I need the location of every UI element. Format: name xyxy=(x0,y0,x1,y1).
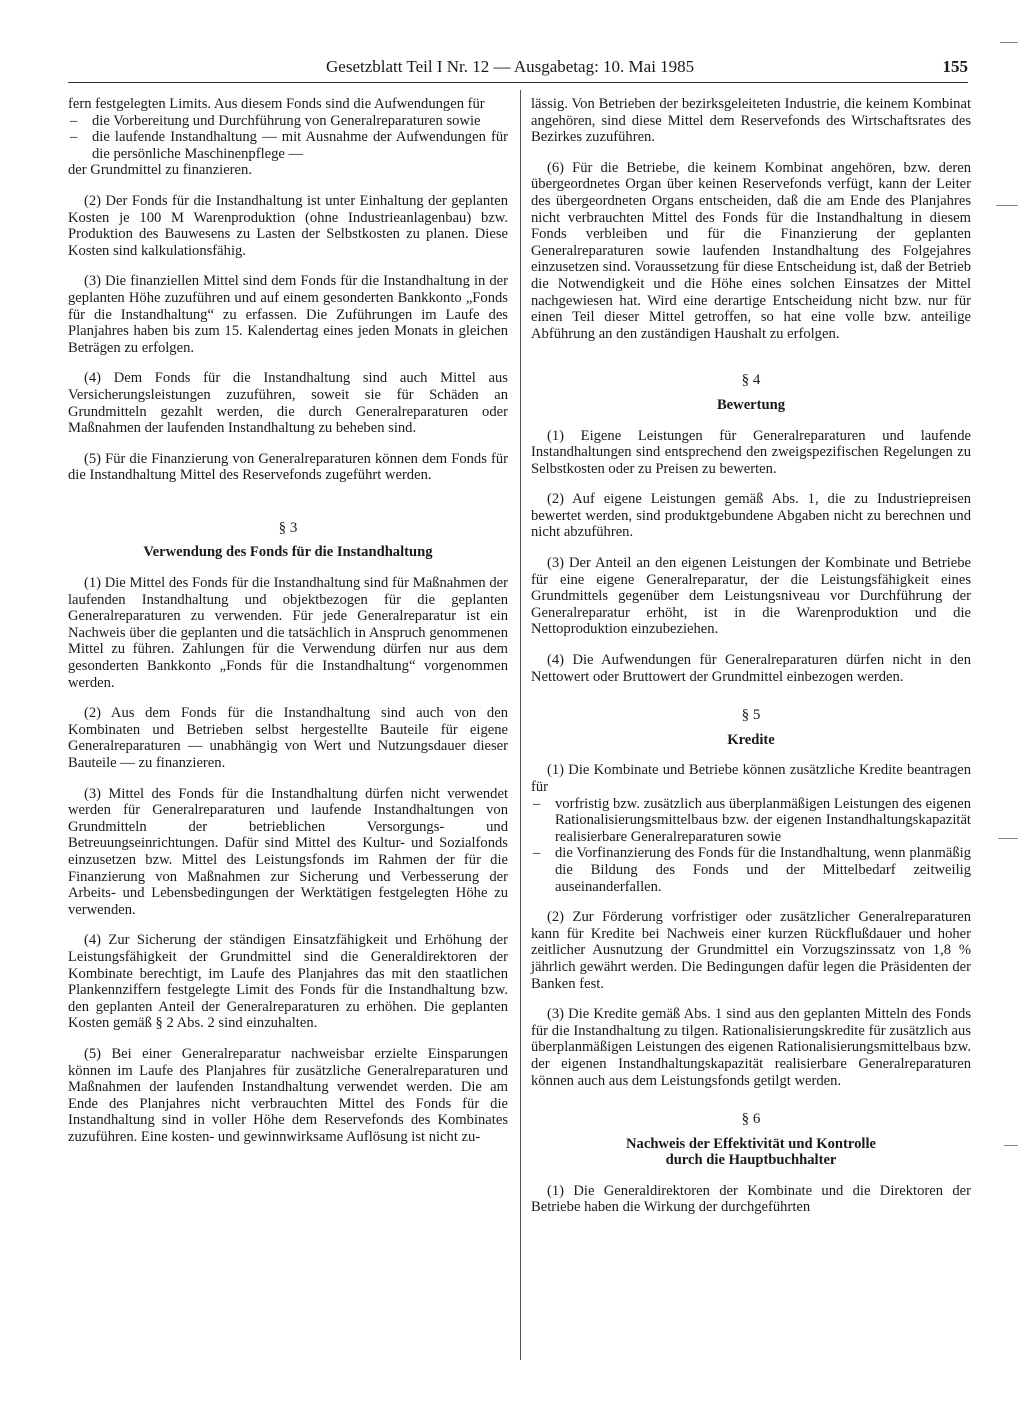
paragraph: (1) Eigene Leistungen für Generalreparaturen und laufende Instandhaltungen sind entsprechend den zweigspezifischen Regelungen zu Selbstkosten oder zu Preisen zu bewerten. xyxy=(531,427,971,477)
right-column xyxy=(531,96,971,1230)
page-header xyxy=(68,55,968,81)
paragraph: (1) Die Generaldirektoren der Kombinate und die Direktoren der Betriebe haben die Wirkung der durchgeführten xyxy=(531,1182,971,1216)
margin-mark xyxy=(998,838,1018,839)
paragraph: (2) Der Fonds für die Instandhaltung ist unter Einhaltung der geplanten Kosten je 100 M Warenproduktion (ohne Industrieanlagenbau) bzw. Produktion des Bauwesens zu Lasten der Selbstkosten zu planen. Diese Kosten sind kalkulationsfähig. xyxy=(68,192,508,259)
left-column xyxy=(68,96,508,1159)
list-item: – die laufende Instandhaltung — mit Ausnahme der Aufwendungen für die persönliche Maschinenpflege — xyxy=(68,129,508,162)
paragraph: fern festgelegten Limits. Aus diesem Fonds sind die Aufwendungen für xyxy=(68,96,485,112)
margin-mark xyxy=(1000,42,1018,43)
paragraph: (3) Der Anteil an den eigenen Leistungen der Kombinate und Betriebe für eine eigene Generalreparatur, der die Leistungsfähigkeit eines Grundmittels gegenüber dem Leistungsniveau vor Durchführung der Generalreparatur erhöht, ist in die Warenproduktion und die Nettoproduktion einzubeziehen. xyxy=(531,555,971,638)
header-rule xyxy=(68,82,968,83)
paragraph: der Grundmittel zu finanzieren. xyxy=(68,162,252,179)
paragraph: (3) Mittel des Fonds für die Instandhaltung dürfen nicht verwendet werden für Generalreparaturen und laufende Instandhaltungen von Grundmitteln der betrieblichen Versorgungs- und Betreuungseinrichtungen. Dafür sind Mittel des Kultur- und Sozialfonds einzusetzen bzw. Mittel des Leistungsfonds im Rahmen der für die Finanzierung von Maßnahmen zur Sicherung und Verbesserung der Arbeits- und Lebensbedingungen der Werktätigen festgelegten Höhe zu verwenden. xyxy=(68,785,508,918)
section-mark: § 5 xyxy=(741,707,761,724)
bullet-list xyxy=(68,113,508,163)
paragraph: (4) Zur Sicherung der ständigen Einsatzfähigkeit und Erhöhung der Leistungsfähigkeit der Grundmittel sind die Generaldirektoren der Kombinate berechtigt, im Laufe des Planjahres das mit den staatlichen Plankennziffern festgelegte Limit des Fonds für die Instandhaltung bzw. den geplanten Anteil der Generalreparaturen zu erhöhen. Die geplanten Kosten gemäß § 2 Abs. 2 sind einzuhalten. xyxy=(68,932,508,1032)
section-title: Verwendung des Fonds für die Instandhaltung xyxy=(143,544,433,561)
paragraph: (6) Für die Betriebe, die keinem Kombinat angehören, bzw. deren übergeordnetes Organ über keinen Reservefonds verfügt, kann der Leiter des übergeordneten Organs entscheiden, daß die am Ende des Planjahres nicht verbrauchten Mittel des Fonds für die Instandhaltung in diesem Fonds verbleiben und für die Finanzierung der geplanten Generalreparaturen sowie laufenden Instandhaltung des Folgejahres einzusetzen sind. Voraussetzung für diese Entscheidung ist, daß der Betrieb die Notwendigkeit und die Höhe eines solchen Einsatzes der Mittel nachgewiesen hat. Wird eine derartige Entscheidung nicht bzw. nur für einen Teil dieser Mittel getroffen, so hat eine volle bzw. anteilige Abführung an den zuständigen Haushalt zu erfolgen. xyxy=(531,159,971,342)
paragraph: (2) Auf eigene Leistungen gemäß Abs. 1, die zu Industriepreisen bewertet werden, sind produktgebundene Abgaben nicht zu berechnen und nicht abzuführen. xyxy=(531,491,971,541)
paragraph: (1) Die Mittel des Fonds für die Instandhaltung sind für Maßnahmen der laufenden Instandhaltung und objektbezogen für die geplanten Generalreparaturen zu verwenden. Für jede Generalreparatur ist ein Nachweis über die geplanten und die tatsächlich in Anspruch genommenen Mittel zu führen. Zahlungen für die Verwendung dürfen nur aus dem gesonderten Bankkonto „Fonds für die Instandhaltung“ vorgenommen werden. xyxy=(68,575,508,691)
section-title: Bewertung xyxy=(716,396,786,413)
page-number: 155 xyxy=(942,57,968,76)
list-item: – vorfristig bzw. zusätzlich aus überplanmäßigen Leistungen des eigenen Rationalisierungsmittelbaus bzw. der eigenen Instandhaltungskapazität realisierbare Generalreparaturen sowie xyxy=(531,796,971,846)
margin-mark xyxy=(996,205,1018,206)
paragraph: (4) Die Aufwendungen für Generalreparaturen dürfen nicht in den Nettowert oder Bruttowert der Grundmittel einbezogen werden. xyxy=(531,652,971,685)
paragraph: (3) Die finanziellen Mittel sind dem Fonds für die Instandhaltung in der geplanten Höhe zuzuführen und auf einem gesonderten Bankkonto „Fonds für die Instandhaltung“ zu erfassen. Die Zuführungen im Laufe des Planjahres haben bis zum 15. Kalendertag eines jeden Monats in gleichen Beträgen zu erfolgen. xyxy=(68,273,508,356)
bullet-list xyxy=(531,796,971,896)
section-mark: § 6 xyxy=(741,1111,761,1128)
paragraph: (2) Aus dem Fonds für die Instandhaltung sind auch von den Kombinaten und Betrieben selbst hergestellte Bauteile für eigene Generalreparaturen — unabhängig von Wert und Nutzungsdauer dieser Bauteile — zu finanzieren. xyxy=(68,705,508,771)
paragraph: lässig. Von Betrieben der bezirksgeleiteten Industrie, die keinem Kombinat angehören, sind diese Mittel dem Reservefonds des Wirtschaftsrates des Bezirkes zuzuführen. xyxy=(531,96,971,146)
paragraph: (5) Bei einer Generalreparatur nachweisbar erzielte Einsparungen können im Laufe des Planjahres für zusätzliche Generalreparaturen und Maßnahmen der laufenden Instandhaltung verwendet werden. Die am Ende des Planjahres nicht verbrauchten Mittel des Fonds für die Instandhaltung sind in voller Höhe dem Reservefonds des Kombinates zuzuführen. Eine kosten- und gewinnwirksame Auflösung ist nicht zu- xyxy=(68,1045,508,1145)
column-divider xyxy=(520,90,521,1360)
section-title: Kredite xyxy=(727,731,775,748)
paragraph: (1) Die Kombinate und Betriebe können zusätzliche Kredite beantragen für xyxy=(531,762,971,795)
section-title-line: durch die Hauptbuchhalter xyxy=(665,1152,837,1169)
paragraph: (5) Für die Finanzierung von Generalreparaturen können dem Fonds für die Instandhaltung Mittel des Reservefonds zugeführt werden. xyxy=(68,450,508,484)
paragraph: (4) Dem Fonds für die Instandhaltung sind auch Mittel aus Versicherungsleistungen zuzuführen, soweit sie für Schäden an Grundmitteln gezahlt werden, die durch Generalreparaturen oder Maßnahmen der laufenden Instandhaltung zu beheben sind. xyxy=(68,370,508,437)
margin-mark xyxy=(1004,1145,1018,1146)
section-mark: § 4 xyxy=(741,372,761,389)
list-item: – die Vorfinanzierung des Fonds für die Instandhaltung, wenn planmäßig die Bildung des Fonds und der Mittelbedarf zeitweilig auseinanderfallen. xyxy=(531,845,971,895)
gazette-title: Gesetzblatt Teil I Nr. 12 — Ausgabetag: 10. Mai 1985 xyxy=(326,57,695,76)
list-item: – die Vorbereitung und Durchführung von Generalreparaturen sowie xyxy=(68,113,508,130)
section-mark: § 3 xyxy=(278,519,298,536)
section-title-line: Nachweis der Effektivität und Kontrolle xyxy=(626,1135,876,1152)
section-title xyxy=(531,1136,971,1169)
paragraph: (2) Zur Förderung vorfristiger oder zusätzlicher Generalreparaturen kann für Kredite bei Nachweis einer kurzen Rückflußdauer und hoher zeitlicher Ausnutzung der Grundmittel ein Vorzugszinssatz von 1,8 % jährlich gewährt werden. Die Bedingungen dafür legen die Präsidenten der Banken fest. xyxy=(531,909,971,992)
paragraph: (3) Die Kredite gemäß Abs. 1 sind aus den geplanten Mitteln des Fonds für die Instandhaltung zu tilgen. Rationalisierungskredite für zusätzlich aus überplanmäßigen Leistungen des eigenen Rationalisierungsmittelbaus bzw. der eigenen Instandhaltungskapazität realisierbare Generalreparaturen können auch aus dem Leistungsfonds getilgt werden. xyxy=(531,1006,971,1089)
